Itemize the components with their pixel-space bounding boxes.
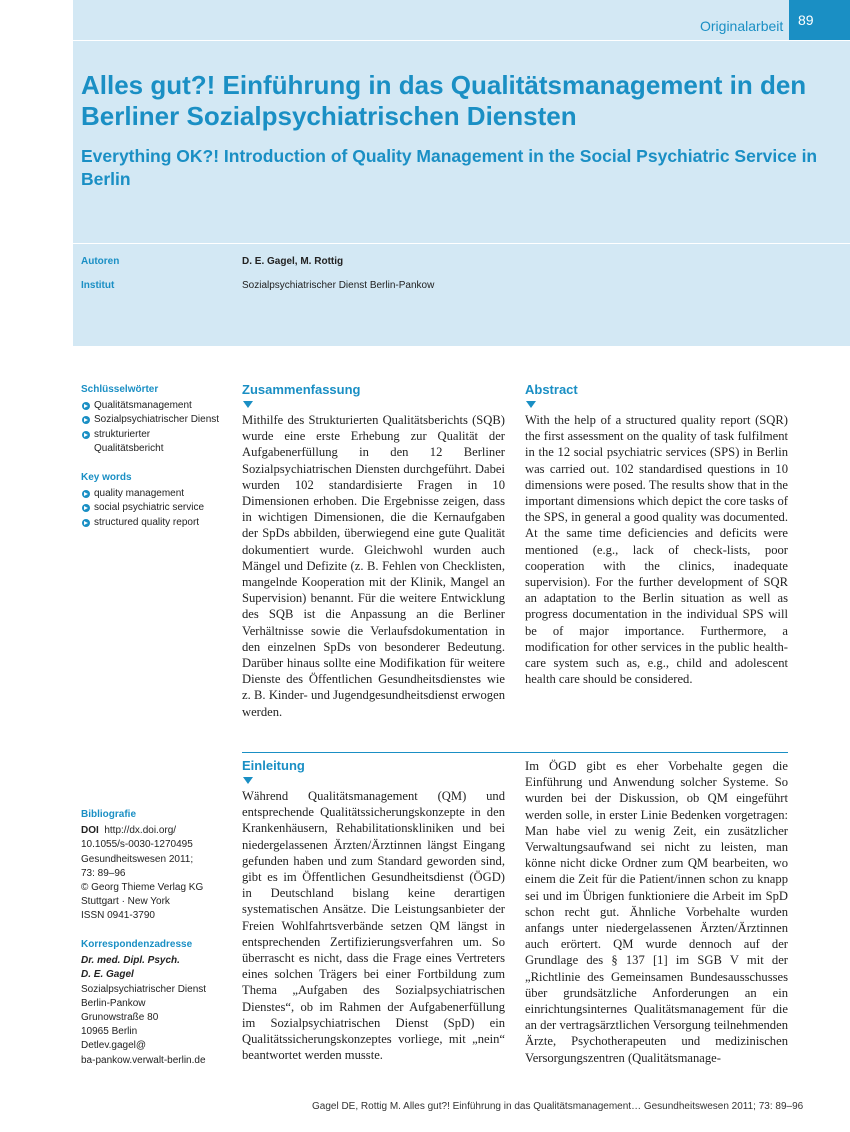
arrow-bullet-icon xyxy=(82,416,90,424)
header-rule xyxy=(73,40,850,41)
abstract-text: With the help of a structured quality report (SQR) the first assessment on the quality of task fulfilment in the 12 social psychiatric services (SPS) in Berlin was carried out. 102 standardised questions in 10 dimensions were posed. The results show that in the important dimensions which depict the core tasks of the SPS, in general a good quality was documented. At the same time deficiencies and deficits were mentioned (e.g., lack of check-lists, poor cooperation with the clinics, inadequate supervision). For the further development of SQR an adaptation to the Berlin situation as well as progress documentation in the individual SPS will be of major importance. Furthermore, a modification for other services in the public health-care system such as, e.g., child and adolescent health care should be considered. xyxy=(525,413,788,687)
institute: Sozialpsychiatrischer Dienst Berlin-Pankow xyxy=(242,280,435,291)
address-line: Sozialpsychiatrischer Dienst xyxy=(81,983,207,995)
einleitung-text-right: Im ÖGD gibt es eher Vorbehalte gegen die Einführung und Anwendung solcher Systeme. So wurden bei der Diskussion, ob QM eingeführt werden solle, in erster Linie Bedenken vorgetragen: Man habe viel zu wenig Zeit, ein zusätzlicher Verwaltungsaufwand sei nicht zu leisten, man könne nicht dicke Ordner zum QM bearbeiten, wo einem die Zeit für die Patient/innen schon zu knapp sei und im Übrigen funktioniere die Arbeit im SpD schon recht gut. Ähnliche Vorbehalte wurden anfangs unter niedergelassenen Ärzten/Ärztinnen auch erörtert. QM wurde dennoch auf der Grundlage des § 137 [1] im SGB V mit der „Richtlinie des Gemeinsamen Bundesausschusses über grundsätzliche Anforderungen an ein einrichtungsinternes Qualitätsmanagement für die an der vertragsärztlichen Versorgung teilnehmenden Ärzte, Psychotherapeuten und medizinischen Versorgungszentren (Qualitätsmanage- xyxy=(525,759,788,1065)
arrow-bullet-icon xyxy=(82,431,90,439)
keywords-en-block xyxy=(81,471,231,530)
keyword-item: structured quality report xyxy=(81,516,231,530)
title-english: Everything OK?! Introduction of Quality Management in the Social Psychiatric Service in Berlin xyxy=(81,146,818,189)
keywords-en-heading: Key words xyxy=(81,472,132,483)
section-label: Originalarbeit xyxy=(700,18,784,34)
einleitung-text-left: Während Qualitätsmanagement (QM) und entsprechende Qualitätssicherungskonzepte in den Krankenhäusern, Rehabilitationskliniken und bei niedergelassenen Ärzten/Ärztinnen längst Eingang gefunden haben und zum Standard geworden sind, gibt es im Öffentlichen Gesundheitsdienst (ÖGD) in Deutschland bislang keine derartigen systematischen Ansätze. Die Leistungsanbieter der Freien Wohlfahrtsverbände setzen QM längst in entsprechenden Zertifizierungsverfahren um. So überrascht es nicht, dass die Frage eines Vertreters eines solchen Trägers bei einer Fortbildung zum Thema „Aufgaben des Sozialpsychiatrischen Dienstes“, ob im Rahmen der Aufgabenerfüllung im Sozialpsychiatrischen Dienst (SpD) ein Qualitätssicherungskonzeptes vorliege, mit „nein“ beantwortet werden musste. xyxy=(242,789,505,1063)
institute-label: Institut xyxy=(81,280,115,291)
bibliography-block xyxy=(81,808,231,924)
section-rule xyxy=(242,752,788,753)
doi-label: DOI xyxy=(81,825,99,837)
journal-line: 73: 89–96 xyxy=(81,867,126,879)
keywords-de-list xyxy=(81,399,231,456)
correspondent-name: D. E. Gagel xyxy=(81,969,134,981)
publisher-line: Stuttgart · New York xyxy=(81,896,170,908)
correspondence-heading: Korrespondenzadresse xyxy=(81,939,193,950)
doi-line[interactable]: http://dx.doi.org/ xyxy=(104,825,177,837)
keywords-de-block xyxy=(81,383,231,456)
journal-line: Gesundheitswesen 2011; xyxy=(81,853,194,865)
issn: ISSN 0941-3790 xyxy=(81,910,155,922)
address-line: 10965 Berlin xyxy=(81,1026,138,1038)
zusammenfassung-heading: Zusammenfassung xyxy=(242,382,361,397)
title-german: Alles gut?! Einführung in das Qualitätsmanagement in den Berliner Sozialpsychiatrischen Diensten xyxy=(81,70,807,131)
correspondent-title: Dr. med. Dipl. Psych. xyxy=(81,955,180,967)
einleitung-continued xyxy=(525,758,788,1066)
triangle-down-icon xyxy=(243,777,253,784)
einleitung-section xyxy=(242,758,505,1063)
email-line[interactable]: ba-pankow.verwalt-berlin.de xyxy=(81,1054,206,1066)
email-line[interactable]: Detlev.gagel@ xyxy=(81,1040,146,1052)
arrow-bullet-icon xyxy=(82,490,90,498)
correspondence-block xyxy=(81,938,231,1068)
abstract-heading: Abstract xyxy=(525,382,578,397)
bibliography-heading: Bibliografie xyxy=(81,809,137,820)
triangle-down-icon xyxy=(526,401,536,408)
keywords-de-heading: Schlüsselwörter xyxy=(81,384,159,395)
doi-line[interactable]: 10.1055/s-0030-1270495 xyxy=(81,839,193,851)
keyword-item: quality management xyxy=(81,487,231,501)
zusammenfassung-text: Mithilfe des Strukturierten Qualitätsberichts (SQB) wurde eine erste Erhebung zur Qualität der Aufgabenerfüllung in den 12 Berliner Sozialpsychiatrischen Diensten durchgeführt. Dabei wurden 102 standardisierte Fragen in 10 Dimensionen erhoben. Die Ergebnisse zeigen, dass in wichtigen Dimensionen, die die Kernaufgaben der SpDs abbilden, überwiegend eine gute Qualität dokumentiert wurde. Gleichwohl wurden auch Mängel und Defizite (z. B. Fehlen von Checklisten, mangelnde Kooperation mit der Klinik, Mangel an Supervision) benannt. Für die weitere Entwicklung des SQB ist die Anpassung an die Berliner Verhältnisse sowie die Verlaufsdokumentation in den einzelnen SpDs von besonderer Bedeutung. Darüber hinaus sollte eine Modifikation für weitere Dienste des Öffentlichen Gesundheitsdienstes wie z. B. Kinder- und Jugendgesundheitsdienst erwogen werden. xyxy=(242,413,505,719)
zusammenfassung-section xyxy=(242,382,505,720)
address-line: Grunowstraße 80 xyxy=(81,1012,159,1024)
authors: D. E. Gagel, M. Rottig xyxy=(242,256,344,267)
triangle-down-icon xyxy=(243,401,253,408)
arrow-bullet-icon xyxy=(82,402,90,410)
arrow-bullet-icon xyxy=(82,504,90,512)
keyword-item: social psychiatric service xyxy=(81,501,231,515)
publisher-line: © Georg Thieme Verlag KG xyxy=(81,882,204,894)
keywords-en-list xyxy=(81,487,231,530)
keyword-item: Sozialpsychiatrischer Dienst xyxy=(81,413,231,427)
arrow-bullet-icon xyxy=(82,519,90,527)
address-line: Berlin-Pankow xyxy=(81,997,146,1009)
footer-citation: Gagel DE, Rottig M. Alles gut?! Einführung in das Qualitätsmanagement… Gesundheitswesen 2011; 73: 89–96 xyxy=(312,1101,804,1112)
meta-rule xyxy=(73,243,850,244)
page-number: 89 xyxy=(789,0,850,40)
abstract-section xyxy=(525,382,788,687)
keyword-item: Qualitätsmanagement xyxy=(81,399,231,413)
einleitung-heading: Einleitung xyxy=(242,758,305,773)
keyword-item: strukturierter Qualitätsbericht xyxy=(81,428,199,456)
authors-label: Autoren xyxy=(81,256,120,267)
